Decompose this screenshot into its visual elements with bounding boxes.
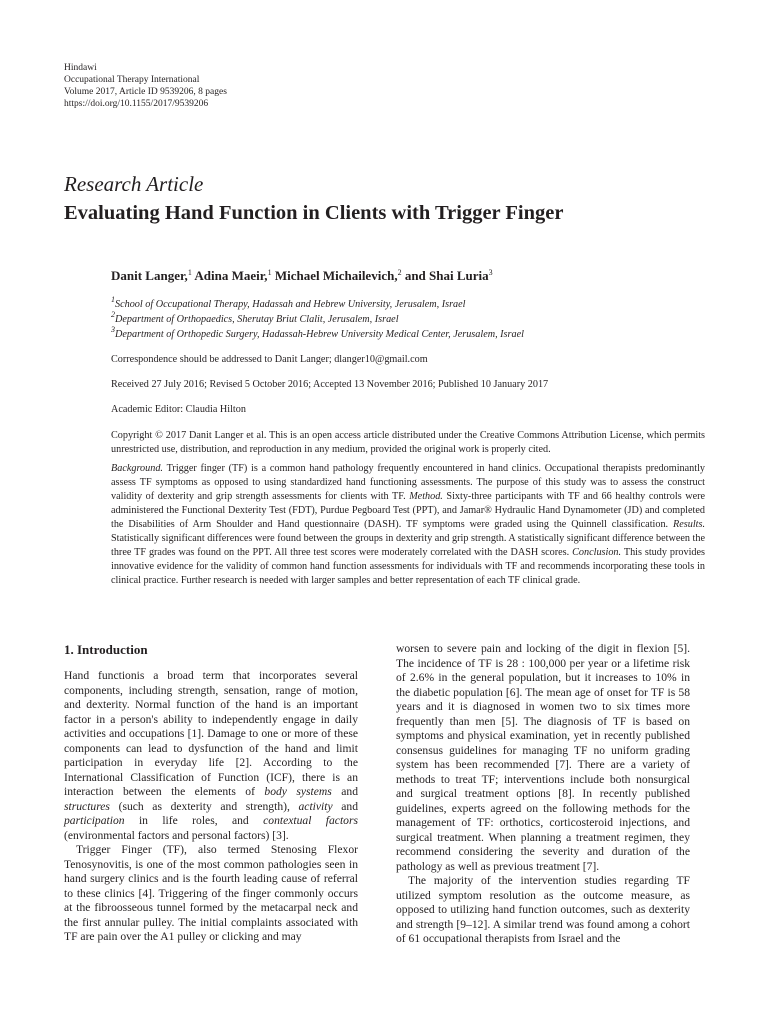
author-aff: 3 — [488, 268, 493, 277]
correspondence: Correspondence should be addressed to Danit Langer; dlanger10@gmail.com — [111, 354, 428, 365]
publisher: Hindawi — [64, 63, 97, 73]
right-column — [396, 642, 690, 947]
abstract-background: Trigger finger (TF) is a common hand pathology frequently encountered in hand clinics. Occupational therapists predominantly assess TF symptoms as opposed to using standardized hand functioning assessments. The purpose of this study was to assess the construct validity of dexterity and grip strength assessments for clients with TF. — [111, 463, 705, 502]
journal-name: Occupational Therapy International — [64, 75, 200, 85]
abstract — [111, 462, 705, 588]
author-aff: 1 — [267, 268, 272, 277]
abstract-conclusion-label: Conclusion. — [572, 547, 622, 558]
doi-link[interactable]: https://doi.org/10.1155/2017/9539206 — [64, 99, 209, 109]
author-name: Adina Maeir, — [194, 268, 268, 283]
abstract-results: Statistically significant differences were found between the groups in dexterity and grip strength. A statistically significant difference between the three TF grades was found on the PPT. All three test scores were moderately correlated with the DASH scores. — [111, 533, 705, 558]
left-column — [64, 669, 358, 945]
article-type: Research Article — [64, 172, 204, 196]
affiliation: $^1$School of Occupational Therapy, Hadassah and Hebrew University, Jerusalem, Israel — [111, 295, 466, 310]
affiliation: $^3$Department of Orthopedic Surgery, Hadassah-Hebrew University Medical Center, Jerusalem, Israel — [111, 325, 524, 340]
author-aff: 2 — [397, 268, 402, 277]
journal-header — [64, 62, 227, 110]
abstract-results-label: Results. — [673, 519, 705, 530]
affiliations — [111, 297, 524, 342]
author-name: and Shai Luria — [404, 268, 489, 283]
intro-paragraph: The majority of the intervention studies regarding TF utilized symptom resolution as the outcome measure, as opposed to utilizing hand function outcomes, such as dexterity and strength [9–12]. A similar trend was found among a cohort of 61 occupational therapists from Israel and the — [396, 874, 690, 945]
author-aff: 1 — [187, 268, 192, 277]
volume-info: Volume 2017, Article ID 9539206, 8 pages — [64, 87, 227, 97]
intro-paragraph: Trigger Finger (TF), also termed Stenosing Flexor Tenosynovitis, is one of the most common pathologies seen in hand surgery clinics and is the fourth leading cause of referral to these clinics [4]. Triggering of the finger commonly occurs at the fibroosseous tunnel formed by the metacarpal neck and the first annular pulley. The initial complaints associated with TF are pain over the A1 pulley or clicking and may — [64, 843, 358, 943]
intro-paragraph: Hand functionis a broad term that incorporates several components, including strength, sensation, range of motion, and dexterity. Normal function of the hand is an important factor in a person's ability to independently engage in daily activities and occupations [1]. Damage to one or more of these components can lead to dysfunction of the hand and limit participation in everyday life [2]. According to the International Classification of Function (ICF), there is an interaction between the elements of body systems and structures (such as dexterity and strength), activity and participation in life roles, and contextual factors (environmental factors and personal factors) [3]. — [64, 669, 358, 842]
author-name: Michael Michailevich, — [274, 268, 398, 283]
abstract-background-label: Background. — [111, 463, 163, 474]
abstract-conclusion: This study provides innovative evidence for the validity of common hand function assessments for individuals with TF and recommends incorporating these tools in clinical practice. Further research is needed with larger samples and better representation of each TF clinical grade. — [111, 547, 705, 586]
paper-title: Evaluating Hand Function in Clients with Trigger Finger — [64, 202, 564, 224]
affiliation: $^2$Department of Orthopaedics, Sherutay Briut Clalit, Jerusalem, Israel — [111, 310, 399, 325]
publication-dates: Received 27 July 2016; Revised 5 October 2016; Accepted 13 November 2016; Published 10 January 2017 — [111, 379, 549, 390]
copyright-notice: Copyright © 2017 Danit Langer et al. This is an open access article distributed under the Creative Commons Attribution License, which permits unrestricted use, distribution, and reproduction in any medium, provided the original work is properly cited. — [111, 430, 705, 455]
academic-editor: Academic Editor: Claudia Hilton — [111, 404, 246, 415]
author-list — [111, 268, 493, 284]
abstract-method: Sixty-three participants with TF and 66 healthy controls were administered the Functional Dexterity Test (FDT), Purdue Pegboard Test (PPT), and Jamar® Hydraulic Hand Dynamometer (JD) and completed the Disabilities of Arm Shoulder and Hand questionnaire (DASH). TF symptoms were graded using the Quinnell classification. — [111, 491, 706, 530]
author-name: Danit Langer, — [111, 268, 188, 283]
intro-paragraph: worsen to severe pain and locking of the digit in flexion [5]. The incidence of TF is 28 : 100,000 per year or a lifetime risk of 2.6% in the general population, but it increases to 10% in the diabetic population [6]. The mean age of onset for TF is 58 years and it is diagnosed in women two to six times more frequently than men [5]. The diagnosis of TF is based on symptoms and physical examination, yet in recently published consensus guidelines for managing TF no uniform grading system has been recommended [7]. There are a variety of methods to treat TF; interventions include both nonsurgical and surgical treatment options [8]. In recently published guidelines, experts agreed on the following methods for the management of TF: orthotics, corticosteroid injections, and surgical treatment. When planning a treatment regimen, they recommend considering the severity and duration of the pathology as well as previous treatment [7]. — [396, 642, 690, 873]
abstract-method-label: Method. — [409, 491, 443, 502]
section-heading: 1. Introduction — [64, 642, 148, 657]
